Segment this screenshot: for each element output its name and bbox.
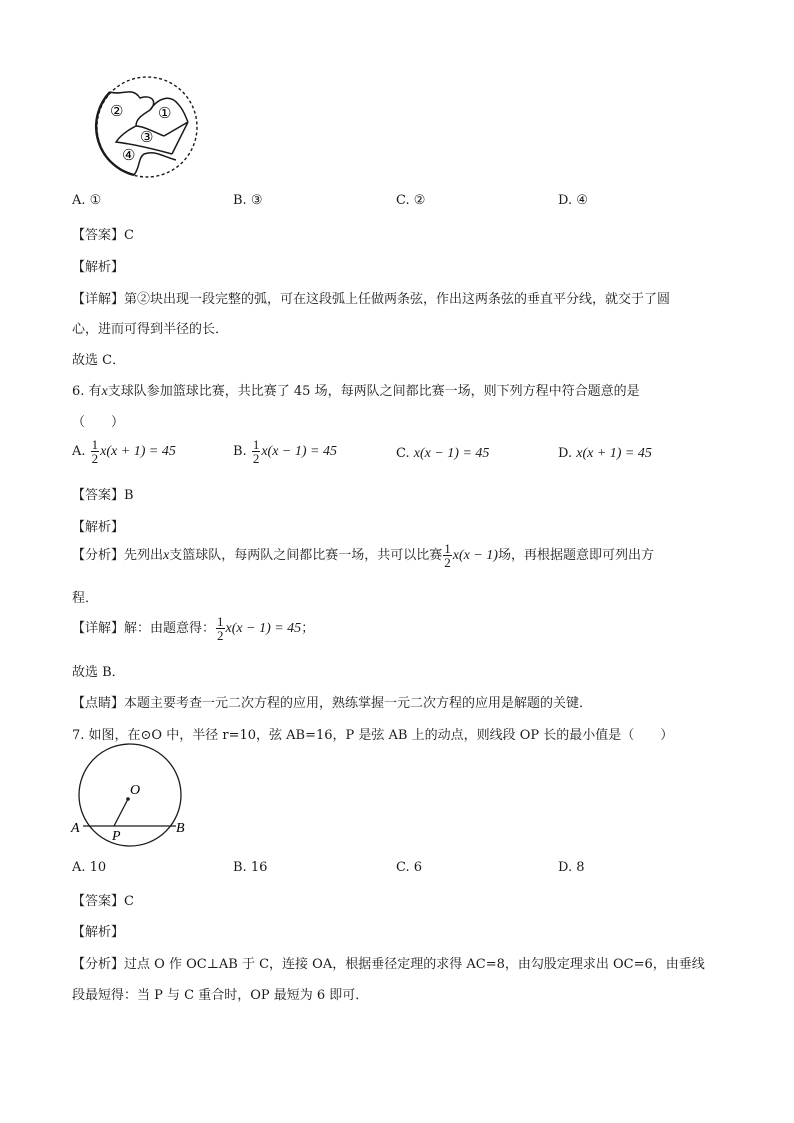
piece-label-1: ① <box>158 106 172 122</box>
q6-fenxi-line2: 程． <box>72 591 99 606</box>
q7-option-a: A. 10 <box>72 860 107 875</box>
label-p: P <box>112 829 121 844</box>
q6-analysis-tag: 【解析】 <box>72 520 125 535</box>
q7-option-b: B. 16 <box>233 860 268 875</box>
piece-label-2: ② <box>110 104 124 120</box>
fraction: $\frac{1}{2}$ <box>252 437 260 466</box>
q6-answer: 【答案】B <box>72 488 134 503</box>
detail-text: 第②块出现一段完整的弧，可在这段弧上任做两条弦，作出这两条弦的垂直平分线，就交于了圆 <box>124 292 671 307</box>
piece-label-3: ③ <box>140 130 154 146</box>
q5-detail-line1 <box>72 288 670 307</box>
q7-option-c: C. 6 <box>396 860 423 875</box>
q5-option-b: B. ③ <box>233 193 263 208</box>
fraction: $\frac{1}{2}$ <box>91 437 99 466</box>
q6-fenxi-line1: 【分析】先列出x支篮球队，每两队之间都比赛一场，共可以比赛 $\frac{1}{2}$ x(x − 1)场，再根据题意即可列出方 <box>72 541 654 570</box>
broken-plate-figure <box>92 74 202 182</box>
label-a: A <box>71 821 80 836</box>
q6-option-a: A. $\frac{1}{2}$ x(x + 1) = 45 <box>72 437 176 466</box>
q5-option-c: C. ② <box>396 193 426 208</box>
segment-op <box>114 799 128 826</box>
q5-answer <box>72 224 134 243</box>
q7-fenxi-line1: 【分析】过点 O 作 OC⊥AB 于 C，连接 OA，根据垂径定理的求得 AC=8，由勾股定理求出 OC=6，由垂线 <box>72 957 705 972</box>
q6-detail: 【详解】解：由题意得： $\frac{1}{2}$ x(x − 1) = 45； <box>72 614 315 643</box>
q5-conclusion: 故选 C． <box>72 353 126 368</box>
q6-stem-var: x <box>101 384 108 399</box>
q5-option-d: D. ④ <box>558 193 588 208</box>
q5-detail-line2: 心，进而可得到半径的长． <box>72 322 229 337</box>
label-b: B <box>176 821 185 836</box>
label-o: O <box>130 783 141 798</box>
q6-stem-paren: （ ） <box>72 415 125 430</box>
q7-fenxi-line2: 段最短得：当 P 与 C 重合时，OP 最短为 6 即可． <box>72 988 369 1003</box>
q6-conclusion: 故选 B． <box>72 665 125 680</box>
piece-label-4: ④ <box>122 148 136 164</box>
answer-value: C <box>124 228 134 243</box>
q7-option-d: D. 8 <box>558 860 585 875</box>
q6-option-d: D. x(x + 1) = 45 <box>558 446 652 461</box>
answer-tag: 【答案】 <box>72 228 125 243</box>
detail-tag: 【详解】 <box>72 292 125 307</box>
q7-circle-figure <box>66 742 192 852</box>
fraction: $\frac{1}{2}$ <box>444 541 451 570</box>
q5-analysis-tag: 【解析】 <box>72 260 125 275</box>
q7-answer: 【答案】C <box>72 894 134 909</box>
q6-comment: 【点睛】本题主要考查一元二次方程的应用，熟练掌握一元二次方程的应用是解题的关键． <box>72 696 593 711</box>
q6-option-c: C. x(x − 1) = 45 <box>396 446 490 461</box>
q6-stem-a: 6. 有 <box>72 384 102 399</box>
q6-stem <box>72 380 640 400</box>
q6-stem-b: 支球队参加篮球比赛，共比赛了 45 场，每两队之间都比赛一场，则下列方程中符合题意的是 <box>107 384 640 399</box>
q7-analysis-tag: 【解析】 <box>72 925 125 940</box>
q7-stem: 7. 如图，在⊙O 中，半径 r=10，弦 AB=16，P 是弦 AB 上的动点，则线段 OP 长的最小值是（ ） <box>72 728 674 743</box>
q5-option-a: A. ① <box>72 193 102 208</box>
fraction: $\frac{1}{2}$ <box>217 614 224 643</box>
q6-option-b: B. $\frac{1}{2}$ x(x − 1) = 45 <box>233 437 337 466</box>
